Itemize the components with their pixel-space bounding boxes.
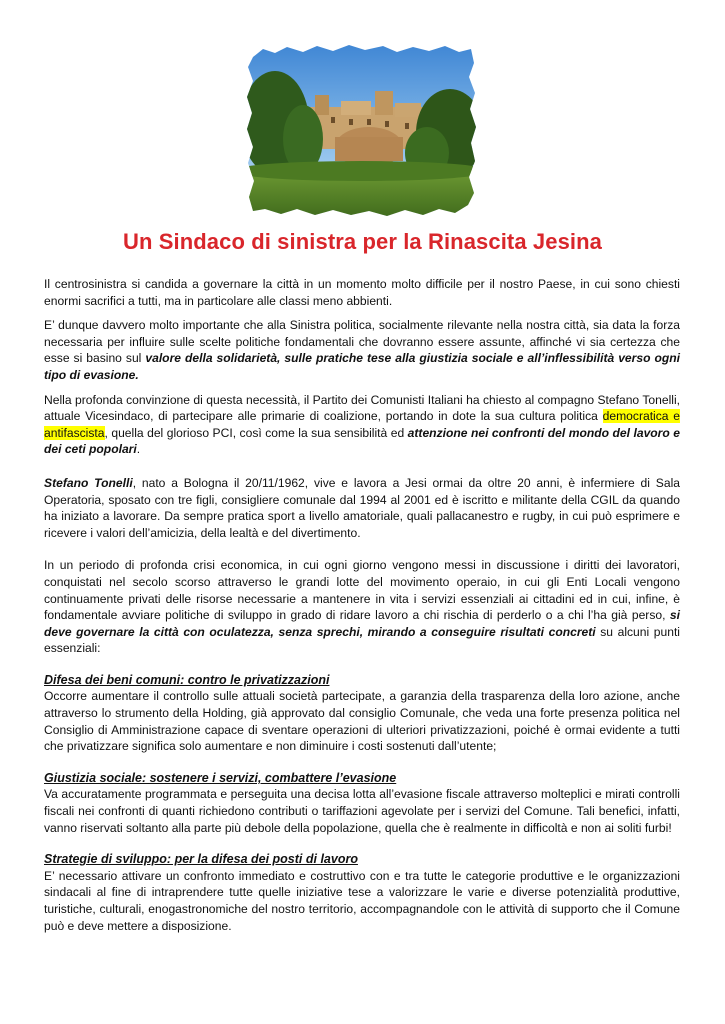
paragraph-pdci xyxy=(44,392,680,458)
paragraph-crisis-emphasis: si deve governare la città con oculatezza, senza sprechi, mirando a conseguire risultati concreti xyxy=(44,608,680,639)
section-heading-beni-comuni: Difesa dei beni comuni: contro le privatizzazioni xyxy=(44,672,330,687)
paragraph-biography-text: , nato a Bologna il 20/11/1962, vive e lavora a Jesi ormai da oltre 20 anni, è infermiere di Sala Operatoria, sposato con tre figli, consigliere comunale dal 1994 al 2001 ed è iscritto e militante della CGIL da quando ha iniziato a lavorare. Da sempre pratica sport a livello amatoriale, quali pallacanestro e rugby, in cui può esprimere e ricevere i valori dell’amicizia, della lealtà e del divertimento. xyxy=(44,475,680,540)
paragraph-pdci-text: Nella profonda convinzione di questa necessità, il Partito dei Comunisti Italiani ha chiesto al compagno Stefano Tonelli, attuale Vicesindaco, di partecipare alle primarie di coalizione, portando in dote la sua cultura politica xyxy=(44,392,680,424)
header-photo-illustration xyxy=(245,43,477,219)
section-heading-sviluppo: Strategie di sviluppo: per la difesa dei posti di lavoro xyxy=(44,852,358,867)
section-body-beni-comuni: Occorre aumentare il controllo sulle attuali società partecipate, a garanzia della trasparenza della loro azione, anche attraverso lo strumento della Holding, già approvato dal consiglio Comunale, che veda una forte presenza politica nel Consiglio di Amministrazione capace di sventare operazioni di ulteriori privatizzazioni, poiché è ormai evidente a tutti che privatizzare significa solo aumentare e non diminuire i costi sostenuti dall’utente; xyxy=(44,689,680,754)
paragraph-intro: Il centrosinistra si candida a governare la città in un momento molto difficile per il nostro Paese, in cui sono chiesti enormi sacrifici a tutti, ma in particolare alle classi meno abbienti. xyxy=(44,277,680,308)
paragraph-crisis-end: su alcuni punti essenziali: xyxy=(44,624,680,656)
highlighted-phrase: democratica e antifascista xyxy=(44,409,681,440)
paragraph-pdci-emphasis: attenzione nei confronti del mondo del lavoro e dei ceti popolari xyxy=(44,425,680,457)
paragraph-crisis-text: In un periodo di profonda crisi economica, in cui ogni giorno vengono messi in discussione i diritti dei lavoratori, conquistati nel secolo scorso attraverso le grandi lotte del movimento operaio, in cui gli Enti Locali vengono continuamente privati delle risorse necessarie a mantenere in vita i servizi essenziali ai cittadini ed in cui, infine, è fondamentale avviare politiche di sviluppo in grado di ridare lavoro a chi rischia di perderlo o a chi l’ha già perso, xyxy=(44,558,680,623)
paragraph-pdci-mid: , quella del glorioso PCI, così come la sua sensibilità ed xyxy=(104,425,408,440)
page-title: Un Sindaco di sinistra per la Rinascita Jesina xyxy=(123,229,602,254)
candidate-name: Stefano Tonelli xyxy=(44,475,133,490)
section-body-sviluppo: E’ necessario attivare un confronto immediato e costruttivo con e tra tutte le categorie produttive e le organizzazioni sindacali al fine di intraprendere tutte quelle iniziative tese a valorizzare le varie e diverse potenzialità produttive, turistiche, culturali, enogastronomiche del nostro territorio, accompagnandole con le attività di supporto che il Comune può e deve mettere a disposizione. xyxy=(44,868,680,933)
paragraph-sinistra xyxy=(44,317,680,383)
section-heading-giustizia-sociale: Giustizia sociale: sostenere i servizi, combattere l’evasione xyxy=(44,770,397,785)
section-body-giustizia-sociale: Va accuratamente programmata e perseguita una decisa lotta all’evasione fiscale attraverso molteplici e mirati controlli fiscali nei confronti di quanti richiedono contributi o tariffazioni agevolate per i servizi del Comune. Tali benefici, infatti, vanno riservati soltanto alla parte più debole della popolazione, quella che è realmente in difficoltà e non ai soliti furbi! xyxy=(44,787,680,835)
paragraph-pdci-end: . xyxy=(136,442,141,457)
paragraph-crisis xyxy=(44,557,680,657)
paragraph-biography xyxy=(44,475,680,541)
header-photo xyxy=(245,43,477,219)
paragraph-sinistra-text: E’ dunque davvero molto importante che alla Sinistra politica, socialmente rilevante nella nostra città, sia data la forza necessaria per influire sulle scelte politiche fondamentali che dovranno essere assunte, affinché vi sia certezza che esse si basino sul xyxy=(44,318,680,366)
document-body xyxy=(44,276,680,934)
paragraph-sinistra-emphasis: valore della solidarietà, sulle pratiche tese alla giustizia sociale e all’inflessibilità verso ogni tipo di evasione. xyxy=(44,351,680,382)
